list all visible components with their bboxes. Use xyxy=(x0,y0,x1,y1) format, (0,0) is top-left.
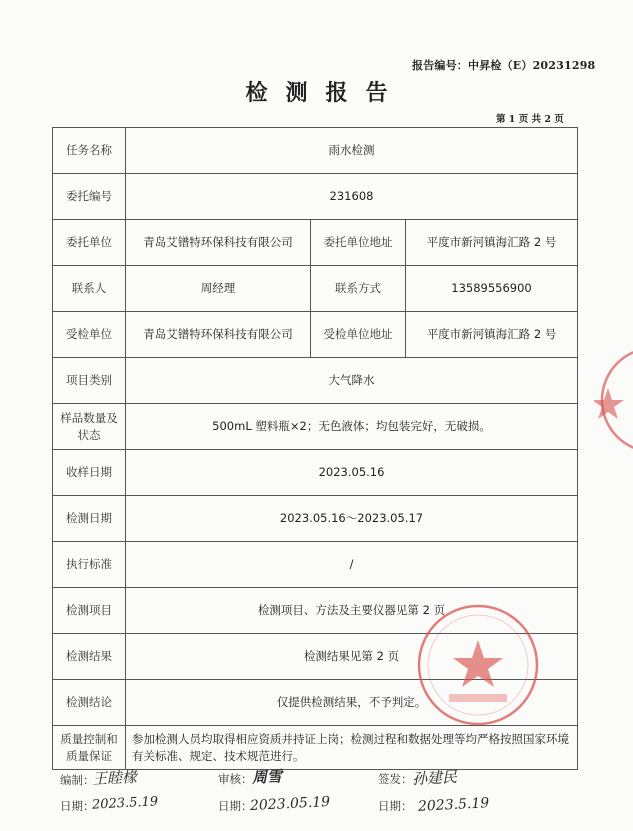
review-date-label: 日期： xyxy=(218,799,253,813)
approve-date: 2023.5.19 xyxy=(417,795,490,815)
row-value: 2023.05.16 xyxy=(126,450,578,496)
row-value: 检测结果见第 2 页 xyxy=(126,634,578,680)
row-label: 执行标准 xyxy=(53,542,126,588)
row-value: 平度市新河镇海汇路 2 号 xyxy=(406,220,578,266)
seal-stamp-icon xyxy=(415,602,541,728)
row-value: 青岛艾镨特环保科技有限公司 xyxy=(126,312,311,358)
row-label: 项目类别 xyxy=(53,358,126,404)
row-label: 样品数量及状态 xyxy=(53,404,126,450)
table-row xyxy=(53,220,578,266)
row-label: 受检单位 xyxy=(53,312,126,358)
row-label: 检测结果 xyxy=(53,634,126,680)
row-value: 平度市新河镇海汇路 2 号 xyxy=(406,312,578,358)
report-number: 报告编号：中昇检（E）20231298 xyxy=(412,59,596,72)
table-row xyxy=(53,496,578,542)
compile-date: 2023.5.19 xyxy=(91,794,159,813)
review-label: 审核： xyxy=(218,772,253,786)
row-label: 质量控制和质量保证 xyxy=(53,726,126,770)
table-row xyxy=(53,358,578,404)
table-row xyxy=(53,404,578,450)
table-row xyxy=(53,542,578,588)
compile-signature: 王睦椽 xyxy=(91,767,138,789)
seal-edge-icon xyxy=(594,340,633,460)
table-row xyxy=(53,128,578,174)
row-label: 收样日期 xyxy=(53,450,126,496)
compile-label: 编制： xyxy=(60,773,95,787)
row-value: 青岛艾镨特环保科技有限公司 xyxy=(126,220,311,266)
table-row xyxy=(53,450,578,496)
page-indicator: 第 1 页 共 2 页 xyxy=(496,114,564,125)
review-date: 2023.05.19 xyxy=(249,793,331,815)
page-title: 检测报告 xyxy=(245,81,406,106)
row-label: 委托编号 xyxy=(53,174,126,220)
row-value: 仅提供检测结果，不予判定。 xyxy=(126,680,578,726)
row-value: 500mL 塑料瓶×2；无色液体；均包装完好，无破损。 xyxy=(126,404,578,450)
approve-signature: 孙建民 xyxy=(411,767,458,789)
approve-date-label: 日期： xyxy=(378,799,413,813)
row-label: 联系方式 xyxy=(311,266,406,312)
row-label: 检测日期 xyxy=(53,496,126,542)
compile-date-label: 日期： xyxy=(60,799,95,813)
row-label: 委托单位地址 xyxy=(311,220,406,266)
row-label: 联系人 xyxy=(53,266,126,312)
row-value: 周经理 xyxy=(126,266,311,312)
row-label: 任务名称 xyxy=(53,128,126,174)
table-row xyxy=(53,266,578,312)
row-value: 大气降水 xyxy=(126,358,578,404)
row-label: 受检单位地址 xyxy=(311,312,406,358)
table-row xyxy=(53,726,578,770)
row-value: 231608 xyxy=(126,174,578,220)
row-value: 13589556900 xyxy=(406,266,578,312)
row-value: 2023.05.16～2023.05.17 xyxy=(126,496,578,542)
table-row xyxy=(53,312,578,358)
row-value: 雨水检测 xyxy=(126,128,578,174)
row-value: 参加检测人员均取得相应资质并持证上岗；检测过程和数据处理等均严格按照国家环境有关标准、规定、技术规范进行。 xyxy=(126,726,578,770)
row-label: 委托单位 xyxy=(53,220,126,266)
table-row xyxy=(53,174,578,220)
row-value: / xyxy=(126,542,578,588)
row-label: 检测项目 xyxy=(53,588,126,634)
approve-label: 签发： xyxy=(378,772,413,786)
review-signature: 周雪 xyxy=(251,767,283,787)
row-label: 检测结论 xyxy=(53,680,126,726)
row-value: 检测项目、方法及主要仪器见第 2 页 xyxy=(126,588,578,634)
